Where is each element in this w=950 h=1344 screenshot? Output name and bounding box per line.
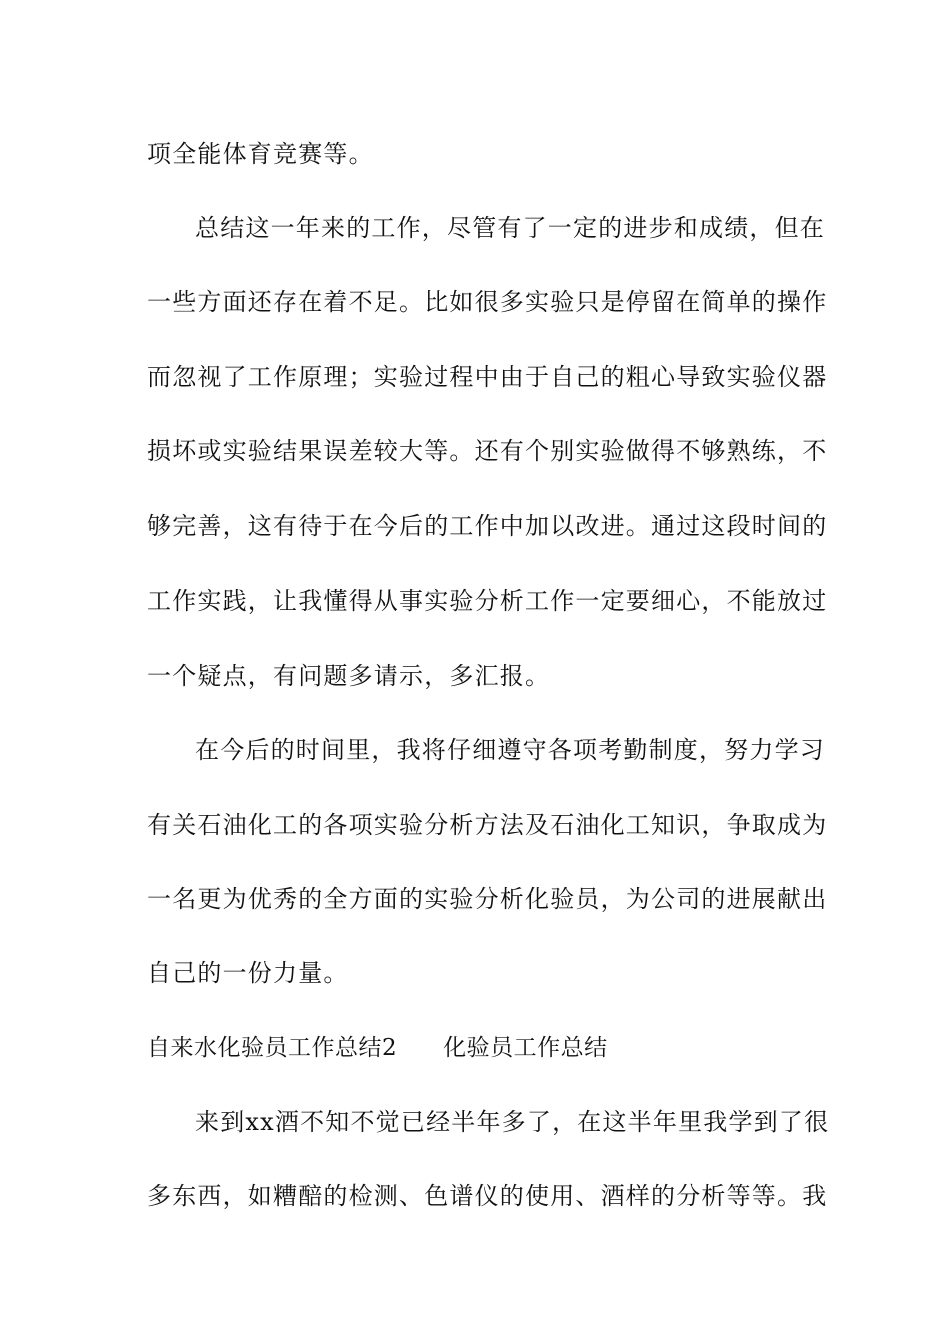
paragraph-line: 自己的一份力量。 xyxy=(147,959,349,987)
paragraph-line: 项全能体育竞赛等。 xyxy=(147,140,374,168)
heading-title: 自来水化验员工作总结2 xyxy=(147,1035,398,1061)
paragraph-line: 工作实践，让我懂得从事实验分析工作一定要细心，不能放过 xyxy=(147,587,828,615)
paragraph-line: 在今后的时间里，我将仔细遵守各项考勤制度，努力学习 xyxy=(195,736,825,764)
paragraph-line: 有关石油化工的各项实验分析方法及石油化工知识，争取成为 xyxy=(147,811,828,839)
paragraph-line: 一个疑点，有问题多请示，多汇报。 xyxy=(147,662,551,690)
section-heading xyxy=(147,1033,608,1063)
paragraph-line: 来到xx酒不知不觉已经半年多了，在这半年里我学到了很 xyxy=(195,1108,830,1136)
paragraph-line: 而忽视了工作原理；实验过程中由于自己的粗心导致实验仪器 xyxy=(147,363,828,391)
paragraph-line: 够完善，这有待于在今后的工作中加以改进。通过这段时间的 xyxy=(147,512,828,540)
heading-subtitle: 化验员工作总结 xyxy=(443,1035,608,1061)
paragraph-line: 一些方面还存在着不足。比如很多实验只是停留在简单的操作 xyxy=(147,288,828,316)
paragraph-line: 一名更为优秀的全方面的实验分析化验员，为公司的进展献出 xyxy=(147,885,828,913)
paragraph-line: 损坏或实验结果误差较大等。还有个别实验做得不够熟练，不 xyxy=(147,437,828,465)
paragraph-line: 总结这一年来的工作，尽管有了一定的进步和成绩，但在 xyxy=(195,214,825,242)
paragraph-line: 多东西，如糟醅的检测、色谱仪的使用、酒样的分析等等。我 xyxy=(147,1182,828,1210)
